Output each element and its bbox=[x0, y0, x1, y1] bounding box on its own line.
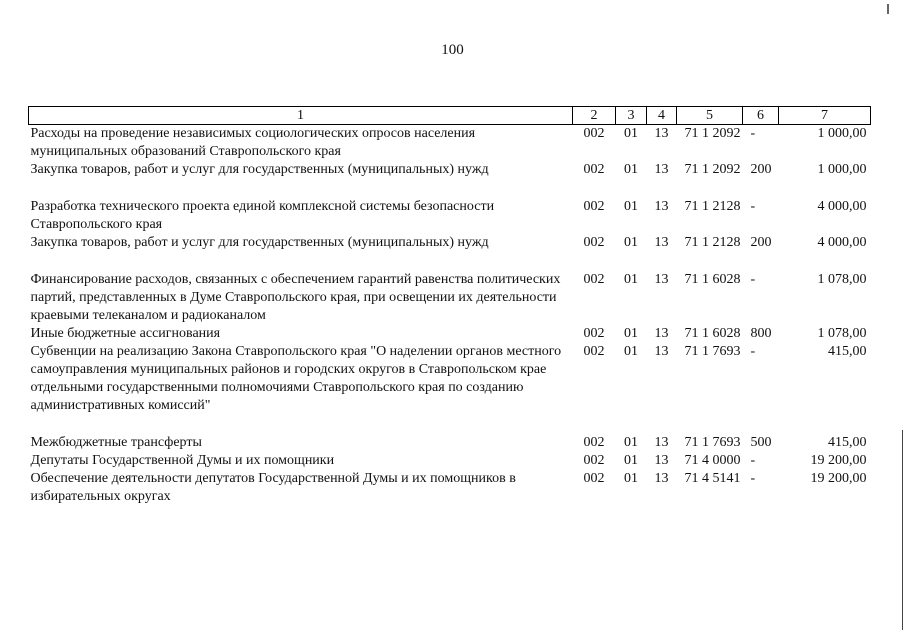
row-code-ministry: 002 bbox=[583, 126, 605, 141]
row-code-ministry: 002 bbox=[583, 326, 605, 341]
row-code-ministry: 002 bbox=[583, 162, 605, 177]
table-row bbox=[29, 325, 871, 343]
row-code-target: 71 4 0000 bbox=[684, 453, 741, 468]
row-code-type: 200 bbox=[750, 162, 772, 177]
row-amount: 1 078,00 bbox=[817, 272, 867, 287]
row-code-target: 71 1 2128 bbox=[684, 235, 741, 250]
column-header: 7 bbox=[779, 107, 871, 125]
row-code-section: 01 bbox=[624, 471, 638, 486]
row-name: Субвенции на реализацию Закона Ставропольского края "О наделении органов местного самоуправления муниципальных районов и городских округов в Ставропольском крае отдельными государственными полномочиями Ставропольского края по созданию административных комиссий" bbox=[30, 344, 562, 413]
table-row bbox=[29, 125, 871, 162]
row-code-subsection: 13 bbox=[654, 326, 669, 341]
column-header: 1 bbox=[29, 107, 573, 125]
row-name: Обеспечение деятельности депутатов Государственной Думы и их помощников в избирательных округах bbox=[30, 471, 516, 504]
scan-artifact bbox=[902, 430, 903, 630]
row-code-subsection: 13 bbox=[654, 235, 669, 250]
row-code-ministry: 002 bbox=[583, 272, 605, 287]
row-code-ministry: 002 bbox=[583, 344, 605, 359]
row-name: Разработка технического проекта единой комплексной системы безопасности Ставропольского края bbox=[30, 199, 495, 232]
row-code-section: 01 bbox=[624, 199, 638, 214]
row-code-target: 71 1 2128 bbox=[684, 199, 741, 214]
row-code-section: 01 bbox=[624, 435, 638, 450]
table-header-row bbox=[29, 107, 871, 125]
row-code-target: 71 1 2092 bbox=[684, 162, 741, 177]
row-amount: 4 000,00 bbox=[817, 235, 867, 250]
row-amount: 415,00 bbox=[828, 435, 867, 450]
row-code-type: - bbox=[750, 453, 756, 468]
row-code-ministry: 002 bbox=[583, 435, 605, 450]
table-row bbox=[29, 234, 871, 271]
row-code-subsection: 13 bbox=[654, 199, 669, 214]
row-amount: 1 000,00 bbox=[817, 162, 867, 177]
row-code-type: - bbox=[750, 126, 756, 141]
table-row bbox=[29, 198, 871, 234]
row-code-section: 01 bbox=[624, 126, 638, 141]
column-header: 5 bbox=[677, 107, 743, 125]
table-row bbox=[29, 452, 871, 470]
row-code-type: 500 bbox=[750, 435, 772, 450]
row-code-section: 01 bbox=[624, 272, 638, 287]
row-code-section: 01 bbox=[624, 162, 638, 177]
row-name: Депутаты Государственной Думы и их помощники bbox=[30, 453, 335, 468]
row-code-target: 71 1 2092 bbox=[684, 126, 741, 141]
row-amount: 1 000,00 bbox=[817, 126, 867, 141]
row-code-ministry: 002 bbox=[583, 199, 605, 214]
column-header: 3 bbox=[616, 107, 647, 125]
row-code-target: 71 1 7693 bbox=[684, 344, 741, 359]
row-code-subsection: 13 bbox=[654, 453, 669, 468]
column-header: 4 bbox=[647, 107, 677, 125]
row-code-section: 01 bbox=[624, 326, 638, 341]
row-name: Межбюджетные трансферты bbox=[30, 435, 202, 450]
row-code-subsection: 13 bbox=[654, 162, 669, 177]
row-code-subsection: 13 bbox=[654, 471, 669, 486]
scan-artifact bbox=[887, 4, 889, 14]
table-row bbox=[29, 161, 871, 198]
row-name: Финансирование расходов, связанных с обеспечением гарантий равенства политических партий, представленных в Думе Ставропольского края, при освещении их деятельности краевыми телеканалом и радиоканалом bbox=[30, 272, 561, 323]
row-code-target: 71 4 5141 bbox=[684, 471, 741, 486]
column-header: 2 bbox=[573, 107, 616, 125]
row-amount: 19 200,00 bbox=[810, 471, 867, 486]
row-code-section: 01 bbox=[624, 344, 638, 359]
row-code-ministry: 002 bbox=[583, 453, 605, 468]
row-code-target: 71 1 7693 bbox=[684, 435, 741, 450]
row-code-section: 01 bbox=[624, 453, 638, 468]
row-name: Иные бюджетные ассигнования bbox=[30, 326, 221, 341]
row-code-target: 71 1 6028 bbox=[684, 272, 741, 287]
row-amount: 19 200,00 bbox=[810, 453, 867, 468]
row-code-subsection: 13 bbox=[654, 126, 669, 141]
column-header: 6 bbox=[743, 107, 779, 125]
row-code-type: - bbox=[750, 199, 756, 214]
table-row bbox=[29, 343, 871, 434]
row-amount: 1 078,00 bbox=[817, 326, 867, 341]
row-code-ministry: 002 bbox=[583, 471, 605, 486]
row-code-subsection: 13 bbox=[654, 435, 669, 450]
row-code-type: - bbox=[750, 272, 756, 287]
row-code-type: - bbox=[750, 471, 756, 486]
row-name: Закупка товаров, работ и услуг для государственных (муниципальных) нужд bbox=[30, 162, 489, 177]
page-number: 100 bbox=[441, 42, 464, 58]
row-code-type: - bbox=[750, 344, 756, 359]
table-row bbox=[29, 434, 871, 452]
row-code-type: 800 bbox=[750, 326, 772, 341]
table-row bbox=[29, 470, 871, 506]
row-code-type: 200 bbox=[750, 235, 772, 250]
row-amount: 4 000,00 bbox=[817, 199, 867, 214]
table-row bbox=[29, 271, 871, 325]
row-name: Закупка товаров, работ и услуг для государственных (муниципальных) нужд bbox=[30, 235, 489, 250]
row-code-subsection: 13 bbox=[654, 344, 669, 359]
row-name: Расходы на проведение независимых социологических опросов населения муниципальных образований Ставропольского края bbox=[30, 126, 476, 159]
budget-table bbox=[28, 106, 871, 506]
row-code-section: 01 bbox=[624, 235, 638, 250]
row-code-subsection: 13 bbox=[654, 272, 669, 287]
row-code-target: 71 1 6028 bbox=[684, 326, 741, 341]
row-amount: 415,00 bbox=[828, 344, 867, 359]
row-code-ministry: 002 bbox=[583, 235, 605, 250]
